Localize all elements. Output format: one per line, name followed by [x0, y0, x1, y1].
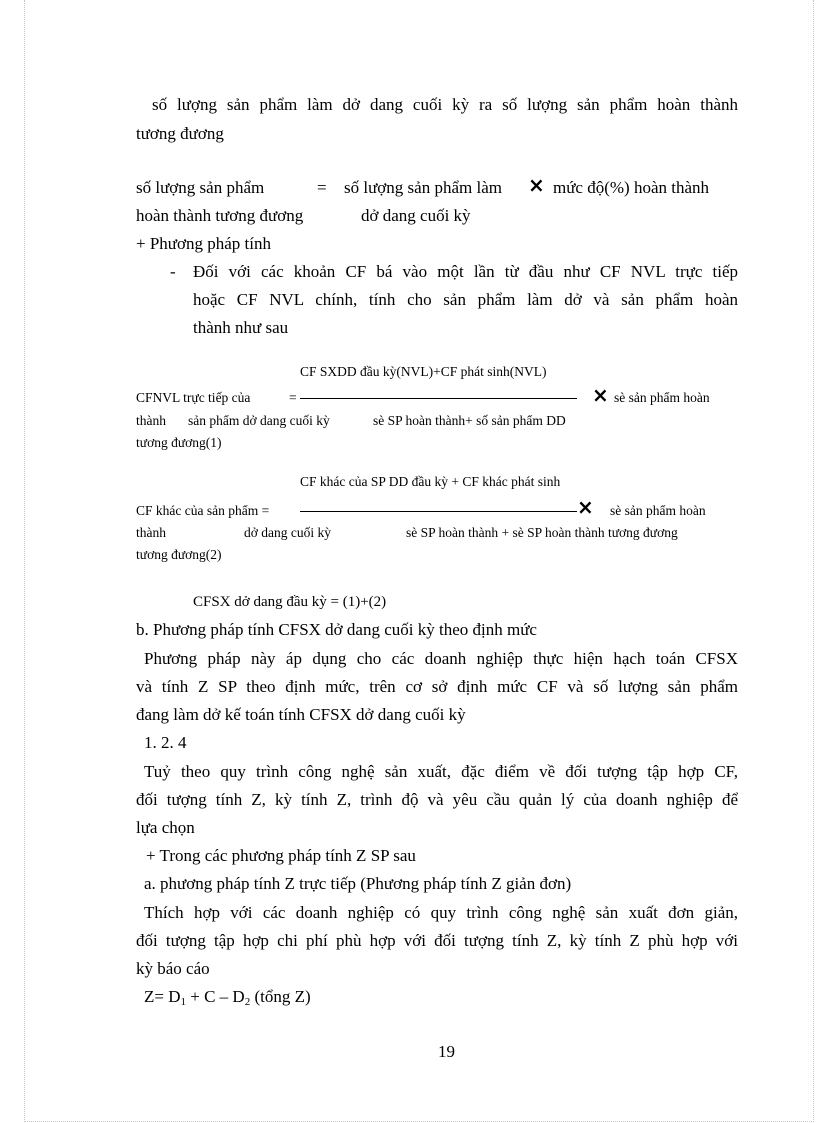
equiv-left-line-1: số lượng sản phẩm [136, 178, 265, 197]
formula2-right: sè sản phẩm hoàn [610, 503, 706, 518]
equiv-equals: = [317, 178, 327, 197]
bullet-dash: - [170, 262, 176, 281]
intro-line-2: tương đương [136, 124, 224, 143]
formula1-equals: = [289, 390, 297, 405]
cfsx-sum: CFSX dở dang đầu kỳ = (1)+(2) [193, 594, 387, 610]
section-number: 1. 2. 4 [144, 733, 187, 752]
formula2-left-line-3: tương đương(2) [136, 547, 222, 562]
intro-line-1: số lượng sản phẩm làm dở dang cuối kỳ ra số lượng sản phẩm hoàn thành [152, 95, 738, 114]
section-b-heading: b. Phương pháp tính CFSX dở dang cuối kỳ theo định mức [136, 620, 537, 639]
methods-heading: + Trong các phương pháp tính Z SP sau [146, 846, 416, 865]
section-124-line-2: đối tượng tính Z, kỳ tính Z, trình độ và yêu cầu quản lý của doanh nghiệp để [136, 790, 738, 809]
formula1-left-line-2: thành [136, 413, 166, 428]
equiv-right-line-1: mức độ(%) hoàn thành [553, 178, 710, 197]
formula1-denominator: sè SP hoàn thành+ số sản phẩm DD [373, 413, 566, 428]
multiply-icon: × [577, 495, 594, 519]
multiply-icon: × [528, 173, 545, 197]
formula2-denominator: sè SP hoàn thành + sè SP hoàn thành tương đương [406, 525, 678, 540]
formula1-numerator: CF SXDD đầu kỳ(NVL)+CF phát sinh(NVL) [300, 364, 547, 379]
bullet-line-1: Đối với các khoản CF bá vào một lần từ đầu như CF NVL trực tiếp [193, 262, 738, 281]
section-a-line-1: Thích hợp với các doanh nghiệp có quy trình công nghệ sản xuất đơn giản, [144, 903, 738, 922]
section-b-line-1: Phương pháp này áp dụng cho các doanh nghiệp thực hiện hạch toán CFSX [144, 649, 738, 668]
bullet-line-2: hoặc CF NVL chính, tính cho sản phẩm làm dở và sản phẩm hoàn [193, 290, 738, 309]
formula2-numerator: CF khác của SP DD đầu kỳ + CF khác phát sinh [300, 474, 561, 489]
formula1-fraction-line [300, 398, 577, 399]
formula2-left-line-2b: dở dang cuối kỳ [244, 525, 331, 540]
formula1-left-line-3: tương đương(1) [136, 435, 222, 450]
multiply-icon: × [592, 383, 609, 407]
formula2-fraction-line [300, 511, 577, 512]
formula2-left-line-1: CF khác của sản phẩm = [136, 503, 270, 518]
formula1-left-line-1: CFNVL trực tiếp của [136, 390, 251, 405]
page-number: 19 [438, 1042, 455, 1061]
formula1-left-line-2b: sản phẩm dở dang cuối kỳ [188, 413, 330, 428]
section-a-heading: a. phương pháp tính Z trực tiếp (Phương pháp tính Z giản đơn) [144, 874, 572, 893]
formula1-right: sè sản phẩm hoàn [614, 390, 710, 405]
method-heading: + Phương pháp tính [136, 234, 271, 253]
bullet-line-3: thành như sau [193, 318, 289, 337]
section-b-line-3: đang làm dở kế toán tính CFSX dở dang cuối kỳ [136, 705, 466, 724]
equiv-left-line-2: hoàn thành tương đương [136, 206, 304, 225]
section-b-line-2: và tính Z SP theo định mức, trên cơ sở định mức CF và số lượng sản phẩm [136, 677, 738, 696]
section-124-line-3: lựa chọn [136, 818, 195, 837]
z-formula: $Z= D_1 + C - D_2$ (tổng Z) [144, 987, 311, 1008]
equiv-mid-line-2: dở dang cuối kỳ [361, 206, 471, 225]
equiv-mid-line-1: số lượng sản phẩm làm [344, 178, 502, 197]
section-124-line-1: Tuỷ theo quy trình công nghệ sản xuất, đặc điểm về đối tượng tập hợp CF, [144, 762, 738, 781]
formula2-left-line-2: thành [136, 525, 166, 540]
section-a-line-2: đối tượng tập hợp chi phí phù hợp với đối tượng tính Z, kỳ tính Z phù hợp với [136, 931, 738, 950]
section-a-line-3: kỳ báo cáo [136, 959, 210, 978]
